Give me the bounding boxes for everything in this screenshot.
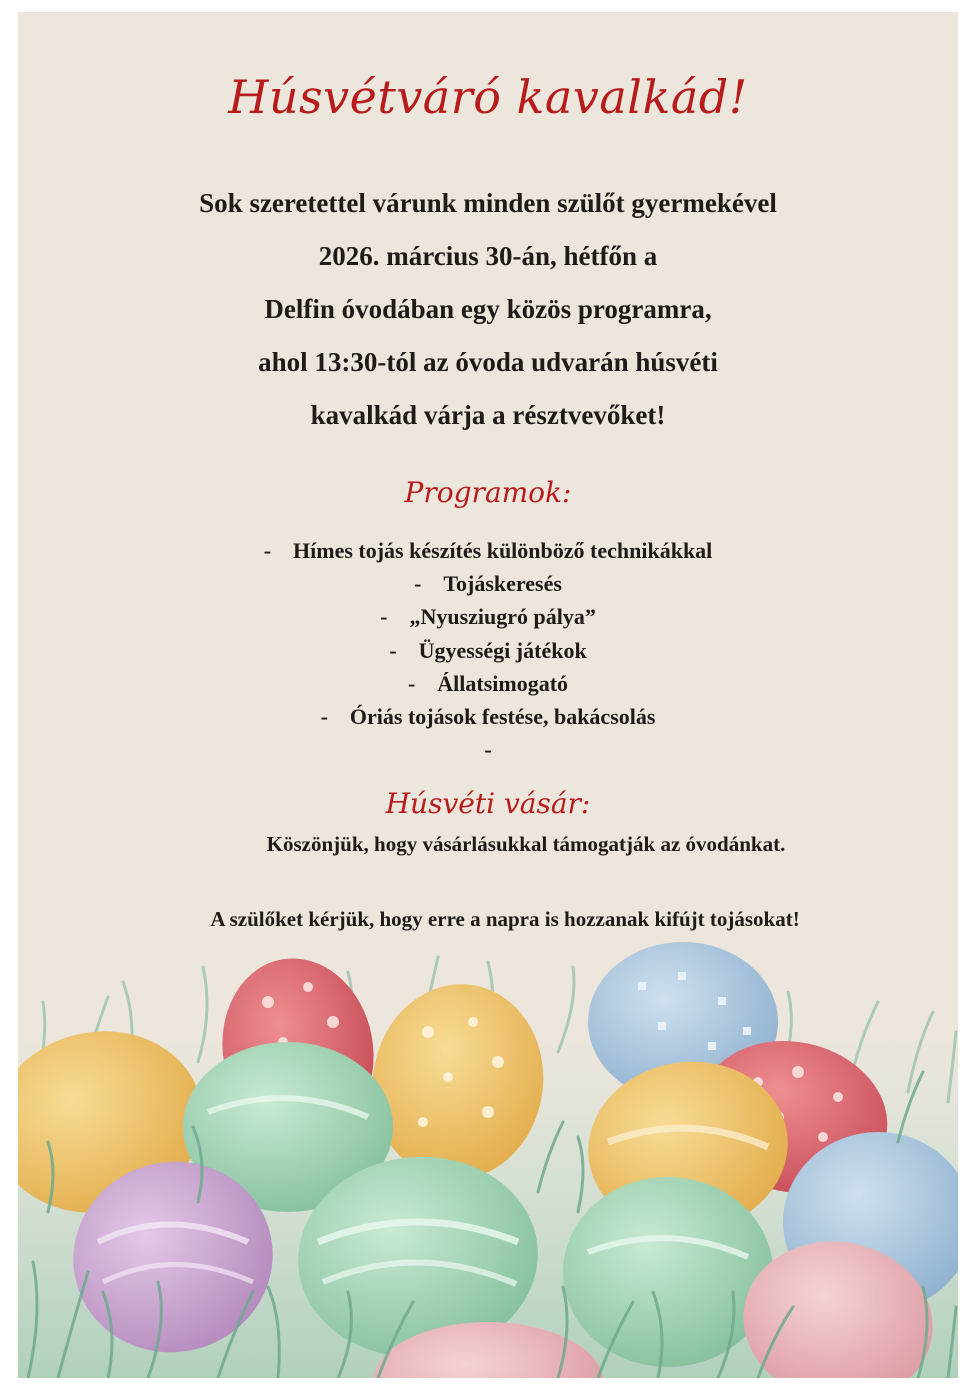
list-item	[18, 534, 958, 567]
list-marker: -	[389, 637, 397, 663]
program-item-text: Óriás tojások festése, bakácsolás	[349, 704, 656, 730]
easter-eggs-illustration	[18, 942, 958, 1378]
list-item	[18, 667, 958, 700]
list-marker: -	[320, 704, 328, 730]
programs-heading: Programok:	[404, 476, 572, 509]
list-item	[18, 600, 958, 633]
list-item	[18, 634, 958, 667]
program-item-text: Állatsimogató	[437, 670, 569, 696]
list-marker: -	[380, 604, 388, 630]
list-marker: -	[484, 737, 492, 763]
intro-line: Delfin óvodában egy közös programra,	[264, 294, 712, 324]
request-text: A szülőket kérjük, hogy erre a napra is hozzanak kifújt tojásokat!	[210, 907, 800, 931]
list-marker: -	[263, 538, 272, 563]
flyer-page	[18, 12, 958, 1378]
intro-line: kavalkád várja a résztvevőket!	[310, 400, 666, 430]
flyer-title: Húsvétváró kavalkád!	[228, 70, 748, 124]
program-list	[18, 534, 958, 766]
program-item-text: Tojáskeresés	[443, 571, 562, 597]
intro-line: 2026. március 30-án, hétfőn a	[318, 241, 658, 271]
intro-line: Sok szeretettel várunk minden szülőt gyermekével	[199, 188, 777, 218]
market-heading: Húsvéti vásár:	[385, 787, 591, 820]
egg-green-right	[563, 1177, 773, 1367]
intro-line: ahol 13:30-tól az óvoda udvarán húsvéti	[258, 347, 718, 377]
program-item-text: Ügyességi játékok	[418, 637, 587, 663]
thanks-text: Köszönjük, hogy vásárlásukkal támogatják az óvodánkat.	[266, 832, 786, 856]
program-item-text: „Nyusziugró pálya”	[409, 604, 596, 630]
program-item-text: Hímes tojás készítés különböző technikákkal	[293, 538, 713, 563]
intro-paragraph	[18, 177, 958, 442]
list-item	[18, 567, 958, 600]
list-item	[18, 700, 958, 733]
list-marker: -	[414, 571, 422, 597]
list-marker: -	[407, 670, 416, 696]
list-item-empty	[18, 733, 958, 766]
